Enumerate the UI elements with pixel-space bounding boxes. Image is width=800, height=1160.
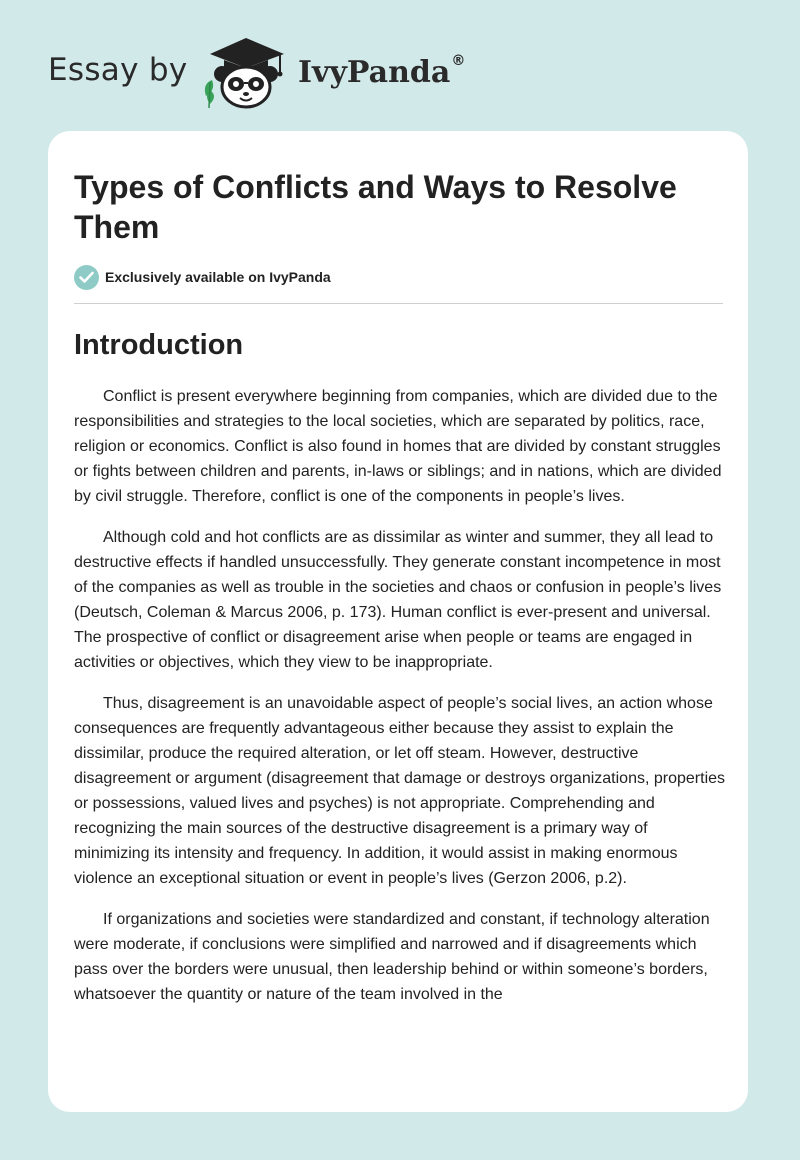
site-header [48, 34, 508, 110]
exclusive-label: Exclusively available on IvyPanda [105, 269, 331, 285]
divider [74, 303, 723, 304]
article-body [74, 384, 726, 1023]
section-heading: Introduction [74, 329, 244, 361]
essay-card [48, 131, 748, 1112]
panda-logo-icon [200, 34, 292, 110]
paragraph: Conflict is present everywhere beginning from companies, which are divided due to the responsibilities and strategies to the local societies, which are separated by politics, race, religion or economics. Conflict is also found in homes that are divided by constant struggles or fights between children and parents, in-laws or siblings; and in nations, which are divided by civil struggle. Therefore, conflict is one of the components in people’s lives. [74, 388, 722, 505]
paragraph: Although cold and hot conflicts are as dissimilar as winter and summer, they all lead to destructive effects if handled unsuccessfully. They generate constant incompetence in most of the companies as well as trouble in the societies and chaos or confusion in people’s lives (Deutsch, Coleman & Marcus 2006, p. 173). Human conflict is ever-present and universal. The prospective of conflict or disagreement arise when people or teams are engaged in activities or objectives, which they view to be inappropriate. [74, 529, 722, 671]
page-title: Types of Conflicts and Ways to Resolve Them [74, 169, 677, 245]
registered-mark: ® [451, 53, 466, 69]
essay-by-label: Essay by [48, 52, 188, 88]
paragraph: Thus, disagreement is an unavoidable aspect of people’s social lives, an action whose consequences are frequently advantageous either because they assist to explain the dissimilar, produce the required alteration, or let off steam. However, destructive disagreement or argument (disagreement that damage or destroys organizations, properties or possessions, valued lives and psyches) is not appropriate. Comprehending and recognizing the main sources of the destructive disagreement is a primary way of minimizing its intensity and frequency. In addition, it would assist in making enormous violence an exceptional situation or event in people’s lives (Gerzon 2006, p.2). [74, 695, 726, 887]
brand-name[interactable]: IvyPanda® [298, 53, 466, 90]
check-circle-icon [74, 265, 99, 290]
exclusive-badge [74, 264, 331, 290]
paragraph: If organizations and societies were standardized and constant, if technology alteration were moderate, if conclusions were simplified and narrowed and if disagreements which pass over the borders were unusual, then leadership behind or within someone’s borders, whatsoever the quantity or nature of the team involved in the [74, 911, 710, 1003]
